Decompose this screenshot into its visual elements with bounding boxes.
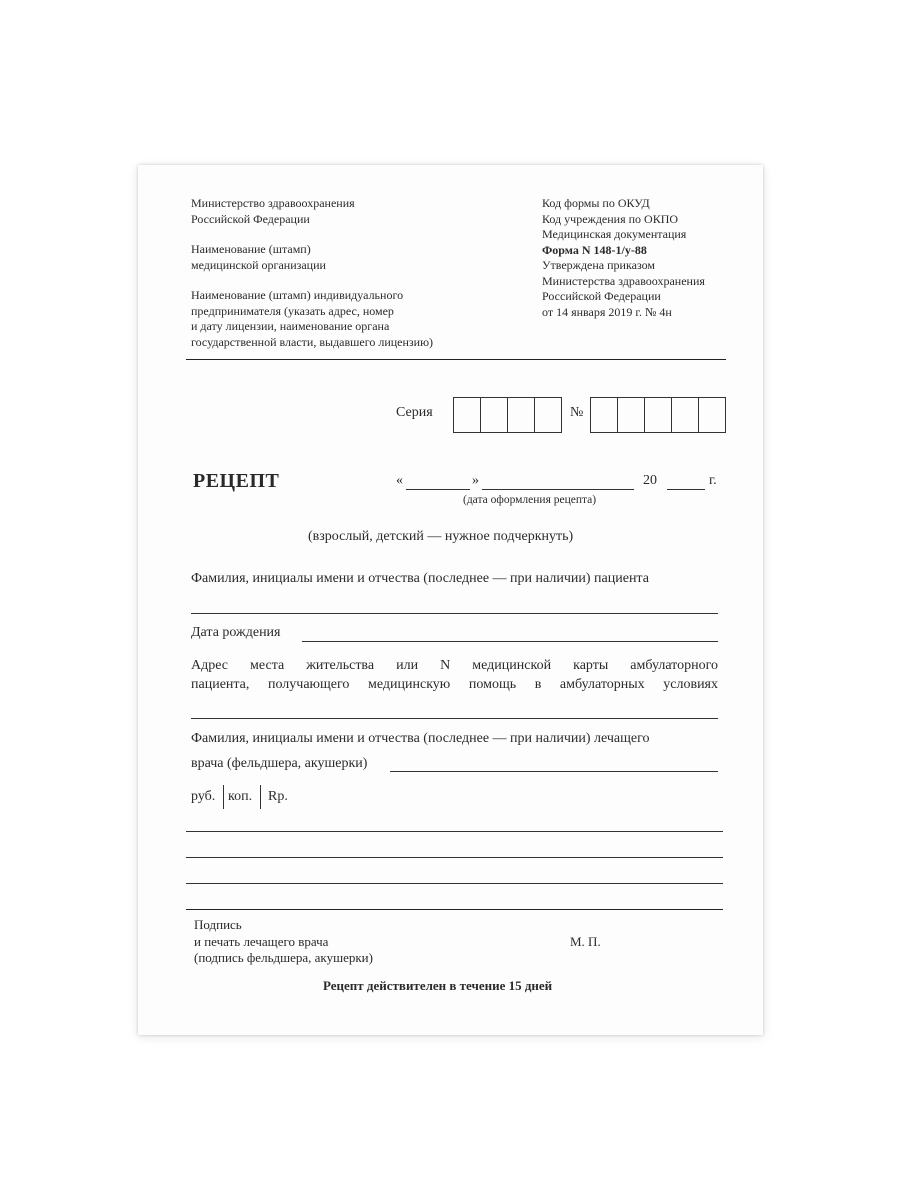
ip-stamp-line-1: Наименование (штамп) индивидуального: [191, 288, 404, 302]
series-boxes[interactable]: [453, 397, 562, 433]
number-boxes[interactable]: [590, 397, 726, 433]
series-box-1[interactable]: [454, 398, 481, 432]
approved-label: Утверждена приказом: [542, 258, 655, 272]
address-label-line-1: Адрес места жительства или N медицинской карты амбулаторного: [191, 658, 718, 673]
series-box-4[interactable]: [535, 398, 562, 432]
number-box-3[interactable]: [645, 398, 672, 432]
signature-line-3: (подпись фельдшера, акушерки): [194, 950, 373, 965]
address-line[interactable]: [191, 718, 718, 719]
patient-name-line[interactable]: [191, 613, 718, 614]
doctor-label-line-2: врача (фельдшера, акушерки): [191, 756, 368, 771]
address-label-line-2: пациента, получающего медицинскую помощь в амбулаторных условиях: [191, 677, 718, 692]
med-doc-label: Медицинская документация: [542, 227, 687, 241]
header-divider: [186, 359, 726, 360]
ip-stamp-line-2: предпринимателя (указать адрес, номер: [191, 303, 394, 318]
birth-date-label: Дата рождения: [191, 625, 281, 640]
order-date: от 14 января 2019 г. № 4н: [542, 304, 672, 319]
signature-line-1: Подпись: [194, 917, 242, 932]
okud-code-label: Код формы по ОКУД: [542, 196, 650, 210]
rub-label: руб.: [191, 789, 216, 804]
date-month-line[interactable]: [482, 489, 634, 490]
series-box-2[interactable]: [481, 398, 508, 432]
number-box-4[interactable]: [672, 398, 699, 432]
rx-line-2[interactable]: [186, 857, 723, 858]
date-close-quote: »: [472, 473, 479, 488]
ministry-line-2: Российской Федерации: [191, 211, 310, 226]
number-box-5[interactable]: [699, 398, 726, 432]
date-open-quote: «: [396, 473, 403, 488]
series-label: Серия: [396, 405, 433, 420]
recipe-title: РЕЦЕПТ: [193, 470, 280, 492]
rx-line-1[interactable]: [186, 831, 723, 832]
rx-line-3[interactable]: [186, 883, 723, 884]
ministry-line-1: Министерство здравоохранения: [191, 196, 355, 210]
validity-note: Рецепт действителен в течение 15 дней: [323, 978, 553, 993]
stamp-place-label: М. П.: [570, 934, 601, 949]
org-stamp-line-2: медицинской организации: [191, 257, 326, 272]
patient-name-label: Фамилия, инициалы имени и отчества (последнее — при наличии) пациента: [191, 571, 649, 586]
ip-stamp-line-3: и дату лицензии, наименование органа: [191, 319, 390, 333]
date-caption: (дата оформления рецепта): [463, 494, 597, 506]
rx-bottom-line: [186, 909, 723, 910]
number-box-1[interactable]: [591, 398, 618, 432]
doctor-name-line[interactable]: [390, 771, 718, 772]
kop-rp-divider: [260, 785, 261, 809]
okpo-code-label: Код учреждения по ОКПО: [542, 211, 679, 226]
date-year-line[interactable]: [667, 489, 705, 490]
ministry-approved-1: Министерства здравоохранения: [542, 273, 705, 288]
year-suffix: г.: [709, 473, 717, 488]
age-note: (взрослый, детский — нужное подчеркнуть): [308, 529, 574, 544]
year-prefix: 20: [643, 473, 657, 488]
prescription-form-sheet: [138, 165, 763, 1035]
rp-label: Rp.: [268, 789, 288, 804]
signature-line-2: и печать лечащего врача: [194, 933, 329, 949]
org-stamp-line-1: Наименование (штамп): [191, 242, 311, 256]
form-number: Форма N 148-1/у-88: [542, 242, 647, 257]
ministry-approved-2: Российской Федерации: [542, 289, 661, 303]
doctor-label-line-1: Фамилия, инициалы имени и отчества (последнее — при наличии) лечащего: [191, 731, 650, 746]
number-label: №: [570, 405, 584, 420]
ip-stamp-line-4: государственной власти, выдавшего лицензию): [191, 334, 434, 349]
signature-block: [194, 917, 373, 967]
series-box-3[interactable]: [508, 398, 535, 432]
header-right-block: [542, 196, 705, 320]
header-left-block: [191, 196, 433, 350]
kop-label: коп.: [228, 789, 253, 804]
number-box-2[interactable]: [618, 398, 645, 432]
birth-date-line[interactable]: [302, 641, 718, 642]
date-day-line[interactable]: [406, 489, 470, 490]
rub-kop-divider: [223, 785, 224, 809]
